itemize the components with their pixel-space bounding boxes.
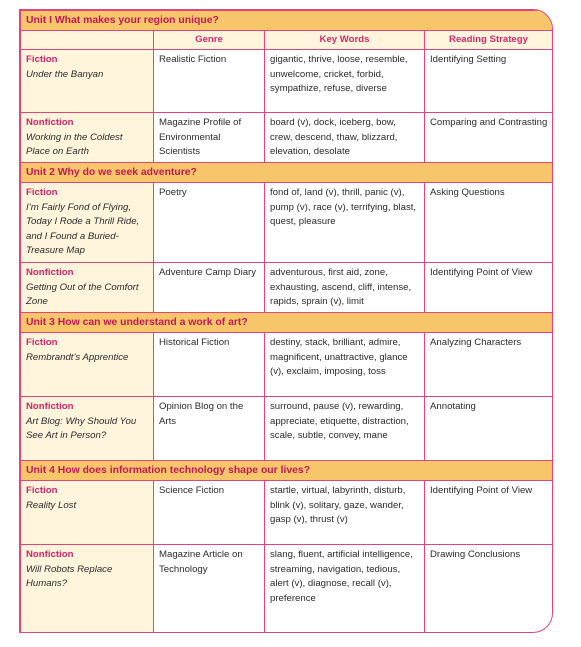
selection-type: Nonfiction — [26, 401, 74, 412]
column-header-key-words: Key Words — [265, 31, 425, 50]
strategy-cell: Analyzing Characters — [425, 333, 553, 397]
strategy-cell: Identifying Point of View — [425, 481, 553, 545]
selection-title: Rembrandt’s Apprentice — [26, 351, 129, 363]
strategy-cell: Identifying Setting — [425, 50, 553, 113]
unit-1-header — [21, 11, 553, 31]
key-words-cell: slang, fluent, artificial intelligence, streaming, navigation, tedious, alert (v), diagnose, recall (v), preference — [265, 545, 425, 633]
unit-title: Unit 2 Why do we seek adventure? — [21, 163, 553, 183]
selection-title: Working in the Coldest Place on Earth — [26, 131, 123, 157]
strategy-cell: Identifying Point of View — [425, 263, 553, 313]
key-words-cell: startle, virtual, labyrinth, disturb, blink (v), solitary, gaze, wander, gasp (v), thrust (v) — [265, 481, 425, 545]
selection-title: Reality Lost — [26, 499, 77, 511]
selection-title: Under the Banyan — [26, 68, 104, 80]
selection-title: Art Blog: Why Should You See Art in Person? — [26, 415, 137, 441]
genre-cell: Opinion Blog on the Arts — [154, 397, 265, 461]
selection-title: I’m Fairly Fond of Flying, Today I Rode a Thrill Ride, and I Found a Buried-Treasure Map — [26, 201, 140, 256]
unit-2-header — [21, 163, 553, 183]
selection-type: Fiction — [26, 187, 58, 198]
column-header-row — [21, 31, 553, 50]
genre-cell: Science Fiction — [154, 481, 265, 545]
key-words-cell: board (v), dock, iceberg, bow, crew, descend, thaw, blizzard, elevation, desolate — [265, 113, 425, 163]
genre-cell: Magazine Profile of Environmental Scientists — [154, 113, 265, 163]
scope-sequence-table — [20, 10, 553, 633]
key-words-cell: fond of, land (v), thrill, panic (v), pump (v), race (v), terrifying, blast, quest, pleasure — [265, 183, 425, 263]
strategy-cell: Asking Questions — [425, 183, 553, 263]
selection-cell — [21, 397, 154, 461]
unit-title: Unit I What makes your region unique? — [21, 11, 553, 31]
selection-cell — [21, 50, 154, 113]
selection-type: Nonfiction — [26, 267, 74, 278]
table-row — [21, 545, 553, 633]
selection-cell — [21, 333, 154, 397]
key-words-cell: surround, pause (v), rewarding, appreciate, etiquette, distraction, scale, subtle, convey, mane — [265, 397, 425, 461]
table-row — [21, 333, 553, 397]
genre-cell: Realistic Fiction — [154, 50, 265, 113]
unit-overview-table — [19, 9, 553, 633]
genre-cell: Poetry — [154, 183, 265, 263]
table-row — [21, 50, 553, 113]
selection-cell — [21, 113, 154, 163]
unit-title: Unit 4 How does information technology shape our lives? — [21, 461, 553, 481]
genre-cell: Historical Fiction — [154, 333, 265, 397]
table-row — [21, 263, 553, 313]
column-header-selection — [21, 31, 154, 50]
key-words-cell: destiny, stack, brilliant, admire, magnificent, unattractive, glance (v), exclaim, imposing, toss — [265, 333, 425, 397]
table-row — [21, 481, 553, 545]
selection-type: Nonfiction — [26, 549, 74, 560]
column-header-reading-strategy: Reading Strategy — [425, 31, 553, 50]
selection-cell — [21, 183, 154, 263]
genre-cell: Adventure Camp Diary — [154, 263, 265, 313]
strategy-cell: Annotating — [425, 397, 553, 461]
selection-cell — [21, 263, 154, 313]
selection-type: Fiction — [26, 337, 58, 348]
table-row — [21, 113, 553, 163]
unit-3-header — [21, 313, 553, 333]
unit-4-header — [21, 461, 553, 481]
strategy-cell: Comparing and Contrasting — [425, 113, 553, 163]
table-row — [21, 183, 553, 263]
unit-title: Unit 3 How can we understand a work of art? — [21, 313, 553, 333]
genre-cell: Magazine Article on Technology — [154, 545, 265, 633]
selection-cell — [21, 481, 154, 545]
selection-type: Fiction — [26, 54, 58, 65]
key-words-cell: gigantic, thrive, loose, resemble, unwelcome, cricket, forbid, sympathize, refuse, diverse — [265, 50, 425, 113]
column-header-genre: Genre — [154, 31, 265, 50]
selection-type: Nonfiction — [26, 117, 74, 128]
selection-type: Fiction — [26, 485, 58, 496]
key-words-cell: adventurous, first aid, zone, exhausting, ascend, cliff, intense, rapids, sprain (v), limit — [265, 263, 425, 313]
selection-cell — [21, 545, 154, 633]
selection-title: Will Robots Replace Humans? — [26, 563, 113, 589]
selection-title: Getting Out of the Comfort Zone — [26, 281, 139, 307]
strategy-cell: Drawing Conclusions — [425, 545, 553, 633]
table-row — [21, 397, 553, 461]
